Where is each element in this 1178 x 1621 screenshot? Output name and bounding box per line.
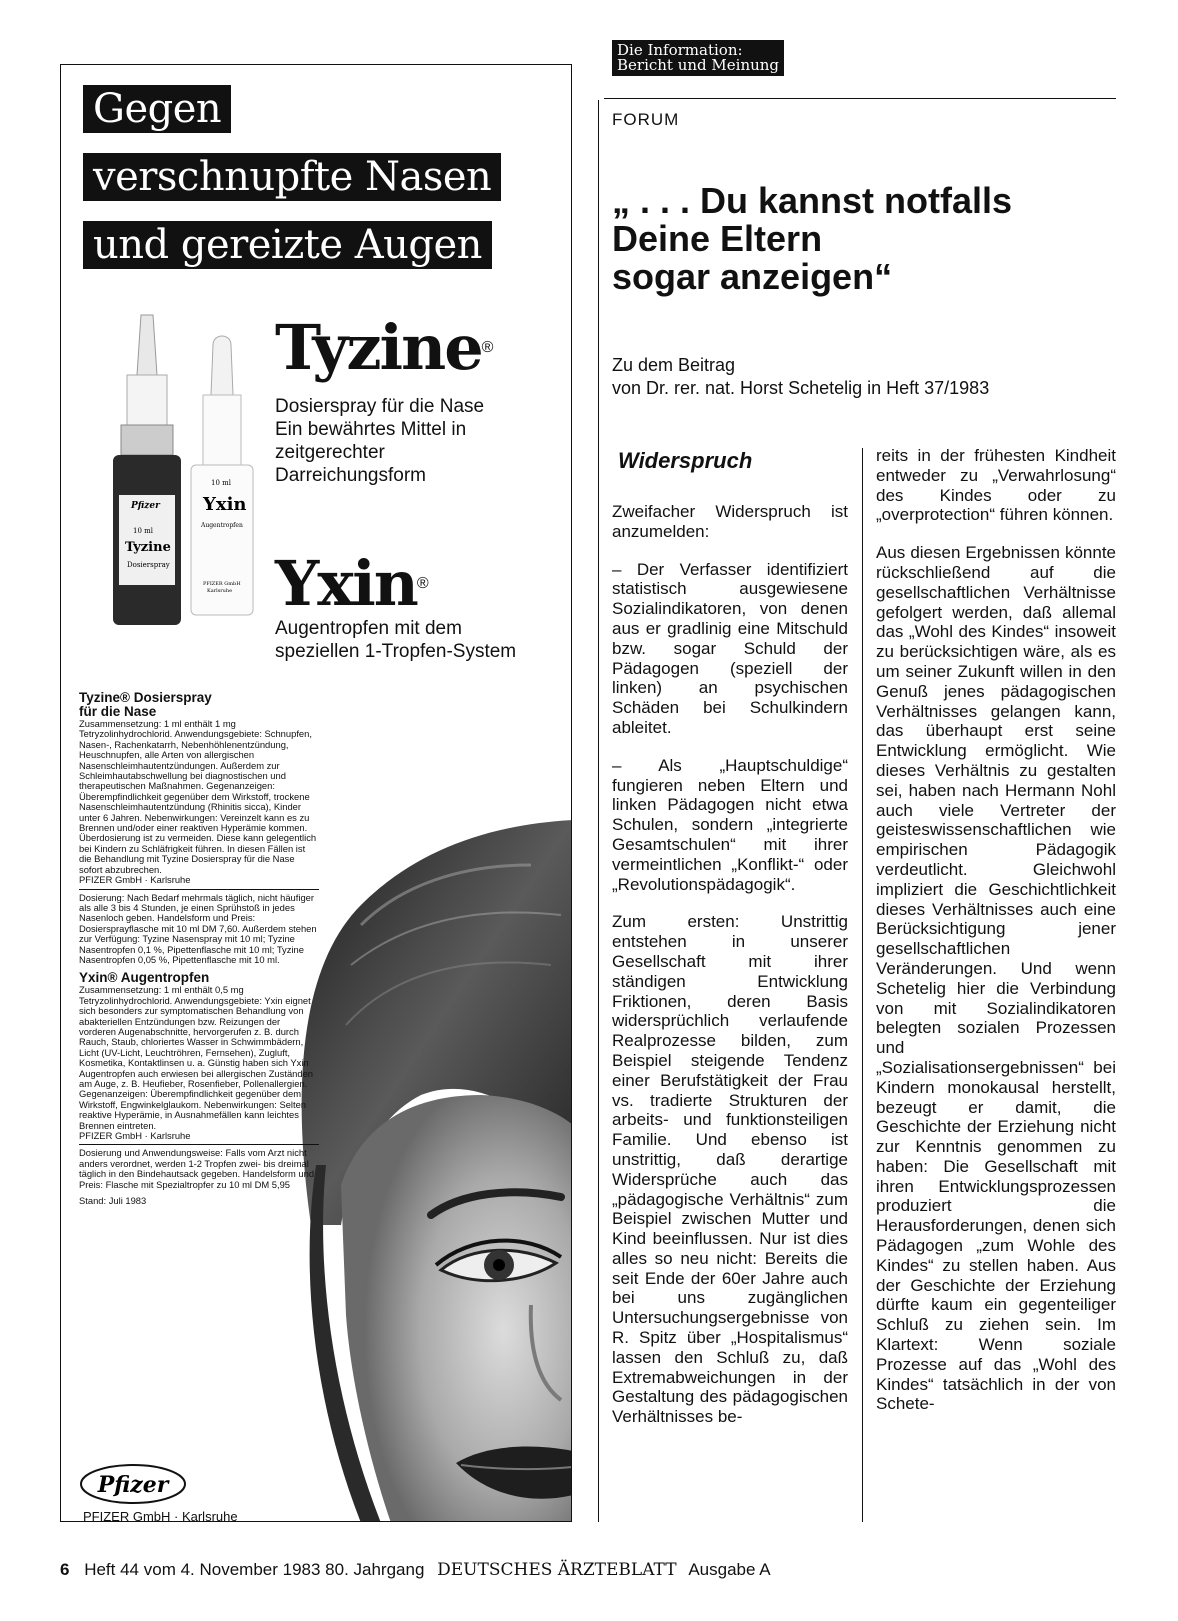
article-column-1 <box>612 502 848 1445</box>
ad-headline-line-1: Gegen <box>83 85 231 133</box>
column-separator <box>862 448 863 1522</box>
bottle1-product-label: Tyzine <box>125 540 171 555</box>
bottle2-city-label: Karlsruhe <box>207 588 233 594</box>
column-divider <box>598 100 599 1522</box>
paragraph: – Der Verfasser identifiziert statistisch ausgewiesene Sozialindikatoren, von denen aus er gradlinig eine Mitschuld bzw. sogar Schuld der Pädagogen (speziell der linken) an psychischen Schäden bei Schulkindern ableitet. <box>612 559 848 737</box>
section-title: Widerspruch <box>618 448 753 473</box>
paragraph: Zum ersten: Unstrittig entstehen in unserer Gesellschaft mit ihrer ständigen Entwicklung Friktionen, deren Basis widersprüchlich verlaufende Realprozesse bilden, zum Beispiel steigende Tendenz einer Berufstätigkeit der Frau vs. tradierte Strukturen der arbeits- und funktionsteiligen Familie. Und ebenso ist unstrittig, daß derartige Widersprüche auch das „pädagogische Verhältnis“ zum Beispiel zwischen Mutter und Kind beeinflussen. Nur ist dies alles so neu nicht: Bereits die seit Ende der 60er Jahre auch bei uns zugänglichen Untersuchungsergebnisse von R. Spitz über „Hospitalismus“ lassen den Schluß zu, daß Extremabweichungen in der Gestaltung des pädagogischen Verhältnisses be- <box>612 912 848 1427</box>
stand-date: Stand: Juli 1983 <box>79 1195 147 1207</box>
tyzine-info-title: Tyzine® Dosierspray für die Nase <box>79 690 212 719</box>
pfizer-company-address: PFIZER GmbH · Karlsruhe <box>83 1509 238 1522</box>
bottle2-volume-label: 10 ml <box>211 479 232 487</box>
brand-yxin: Yxin® <box>275 547 429 620</box>
page-number: 6 <box>60 1560 70 1579</box>
ad-headline-line-3: und gereizte Augen <box>83 221 492 269</box>
edition: Ausgabe A <box>688 1560 771 1579</box>
bottle2-company-label: PFIZER GmbH <box>203 581 241 587</box>
ad-headline-line-2: verschnupfte Nasen <box>83 153 501 201</box>
pfizer-logo <box>79 1463 187 1505</box>
paragraph: reits in der frühesten Kindheit entweder zu „Verwahrlosung“ des Kindes oder zu „overprotection“ führen können. <box>876 446 1116 525</box>
paragraph: Zweifacher Widerspruch ist anzumelden: <box>612 502 848 541</box>
bottle2-type-label: Augentropfen <box>201 522 243 529</box>
svg-text:Pfizer: Pfizer <box>97 1472 169 1498</box>
issue-info: Heft 44 vom 4. November 1983 80. Jahrgang <box>84 1560 425 1579</box>
paragraph: Aus diesen Ergebnissen könnte rückschließend auf die gesellschaftlichen Verhältnisse gefolgert werden, daß allemal das „Wohl des Kindes“ insoweit zu berücksichtigen wäre, als es um seiner Zukunft willen in den Genuß jenes pädagogischen Verhältnisses gelangen kann, das überhaupt erst seine Entwicklung ermöglicht. Wie dieses Verhältnis zu gestalten sei, haben nach Hermann Nohl auch viele Vertreter der geisteswissenschaftlichen wie empirischen Pädagogik verdeutlicht. Gleichwohl impliziert die Geschichtlichkeit dieses Verhältnisses auch eine Berücksichtigung jener gesellschaftlichen Veränderungen. Und wenn Schetelig hier die Verbindung von mit Sozialindikatoren belegten sozialen Prozessen und „Sozialisationsergebnissen“ bei Kindern monokausal herstellt, bezeugt er damit, die Geschichte der Erziehung nicht zur Kenntnis genommen zu haben: Die Gesellschaft mit ihren Entwicklungsprozessen produziert die Herausforderungen, denen sich Pädagogen „zum Wohle des Kindes“ zu stellen haben. Aus der Geschichte der Erziehung dürfte kaum ein gegenteiliger Schluß zu ziehen sein. Im Klartext: Wenn soziale Prozesse auf das „Wohl des Kindes“ tatsächlich in der von Schete- <box>876 543 1116 1414</box>
product-bottles-illustration <box>91 305 271 635</box>
tyzine-description: Dosierspray für die Nase Ein bewährtes Mittel in zeitgerechter Darreichungsform <box>275 396 485 486</box>
brand-tyzine: Tyzine® <box>275 311 494 384</box>
section-header-badge: Die Information: Bericht und Meinung <box>612 40 784 76</box>
yxin-info-company: PFIZER GmbH · Karlsruhe <box>79 1130 191 1142</box>
tyzine-info-text: Zusammensetzung: 1 ml enthält 1 mg Tetryzolinhydrochlorid. Anwendungsgebiete: Schnupfen, Nasen-, Rachenkatarrh, Nebenhöhlenentzündung, Heuschnupfen, alle Arten von allergischen Nasenschleimhautentzündungen. Außerdem zur Schleimhautabschwellung bei diagnostischen und therapeutischen Maßnahmen. Gegenanzeigen: Überempfindlichkeit gegenüber dem Wirkstoff, trockene Nasenschleimhautentzündung (Rhinitis sicca), Kinder unter 6 Jahren. Nebenwirkungen: Vereinzelt kann es zu Brennen und/oder einer reaktiven Hyperämie kommen. Überdosierung ist zu vermeiden. Diese kann gelegentlich bei Kindern zu Schläfrigkeit führen. In diesen Fällen ist die Behandlung mit Tyzine Dosierspray für die Nase sofort abzubrechen. <box>79 718 317 875</box>
yxin-info-text: Zusammensetzung: 1 ml enthält 0,5 mg Tetryzolinhydrochlorid. Anwendungsgebiete: Yxin eignet sich besonders zur symptomatischen Behandlung von abakteriellen Entzündungen bzw. Reizungen der vorderen Augenabschnitte, hervorgerufen z. B. durch Rauch, Staub, chloriertes Wasser in Schwimmbädern, Licht (UV-Licht, Leuchtröhren, Fernsehen), Zugluft, Kosmetika, Kontaktlinsen u. a. Günstig haben sich Yxin Augentropfen auch erwiesen bei allergischen Zuständen am Auge, z. B. Heufieber, Rosenfieber, Pollenallergien. Gegenanzeigen: Überempfindlichkeit gegenüber dem Wirkstoff, Engwinkelglaukom. Nebenwirkungen: Selten reaktive Hyperämie, in Ausnahmefällen kann leichtes Brennen eintreten. <box>79 984 314 1131</box>
bottle1-type-label: Dosierspray <box>127 561 170 569</box>
bottle1-volume-label: 10 ml <box>133 527 154 535</box>
tyzine-dosage-text: Dosierung: Nach Bedarf mehrmals täglich, nicht häufiger als alle 3 bis 4 Stunden, je einen Sprühstoß in jedes Nasenloch geben. Handelsform und Preis: Dosiersprayflasche mit 10 ml DM 7,60. Außerdem stehen zur Verfügung: Tyzine Nasenspray mit 10 ml; Tyzine Nasentropfen 0,1 %, Pipettenflasche mit 10 ml; Tyzine Nasentropfen 0,05 %, Pipettenflasche mit 10 ml. <box>79 891 317 965</box>
paragraph: – Als „Hauptschuldige“ fungieren neben Eltern und linken Pädagogen nicht etwa Schulen, sondern „integrierte Gesamtschulen“ mit ihrer vermeintlichen „Konflikt-“ oder „Revolutionspädagogik“. <box>612 755 848 894</box>
yxin-dosage-text: Dosierung und Anwendungsweise: Falls vom Arzt nicht anders verordnet, werden 1-2 Tropfen zwei- bis dreimal täglich in den Bindehautsack gegeben. Handelsform und Preis: Flasche mit Spezialtropfer zu 10 ml DM 5,95 <box>79 1147 315 1190</box>
bottle1-brand-label: Pfizer <box>131 501 160 511</box>
yxin-info-title: Yxin® Augentropfen <box>79 970 210 986</box>
advertisement <box>60 64 572 1522</box>
tyzine-info-company: PFIZER GmbH · Karlsruhe <box>79 874 191 886</box>
article-reference: Zu dem Beitrag von Dr. rer. nat. Horst Schetelig in Heft 37/1983 <box>612 355 990 398</box>
header-rule <box>604 98 1116 99</box>
journal-name: DEUTSCHES ÄRZTEBLATT <box>437 1560 677 1580</box>
yxin-description: Augentropfen mit dem speziellen 1-Tropfen-System <box>275 618 517 662</box>
article-column-2 <box>876 446 1116 1432</box>
section-label: FORUM <box>612 110 680 129</box>
article-title: „ . . . Du kannst notfalls Deine Eltern sogar anzeigen“ <box>612 180 1013 297</box>
page-footer <box>60 1560 771 1580</box>
product-information-text <box>79 691 319 1206</box>
bottle2-product-label: Yxin <box>203 494 247 515</box>
